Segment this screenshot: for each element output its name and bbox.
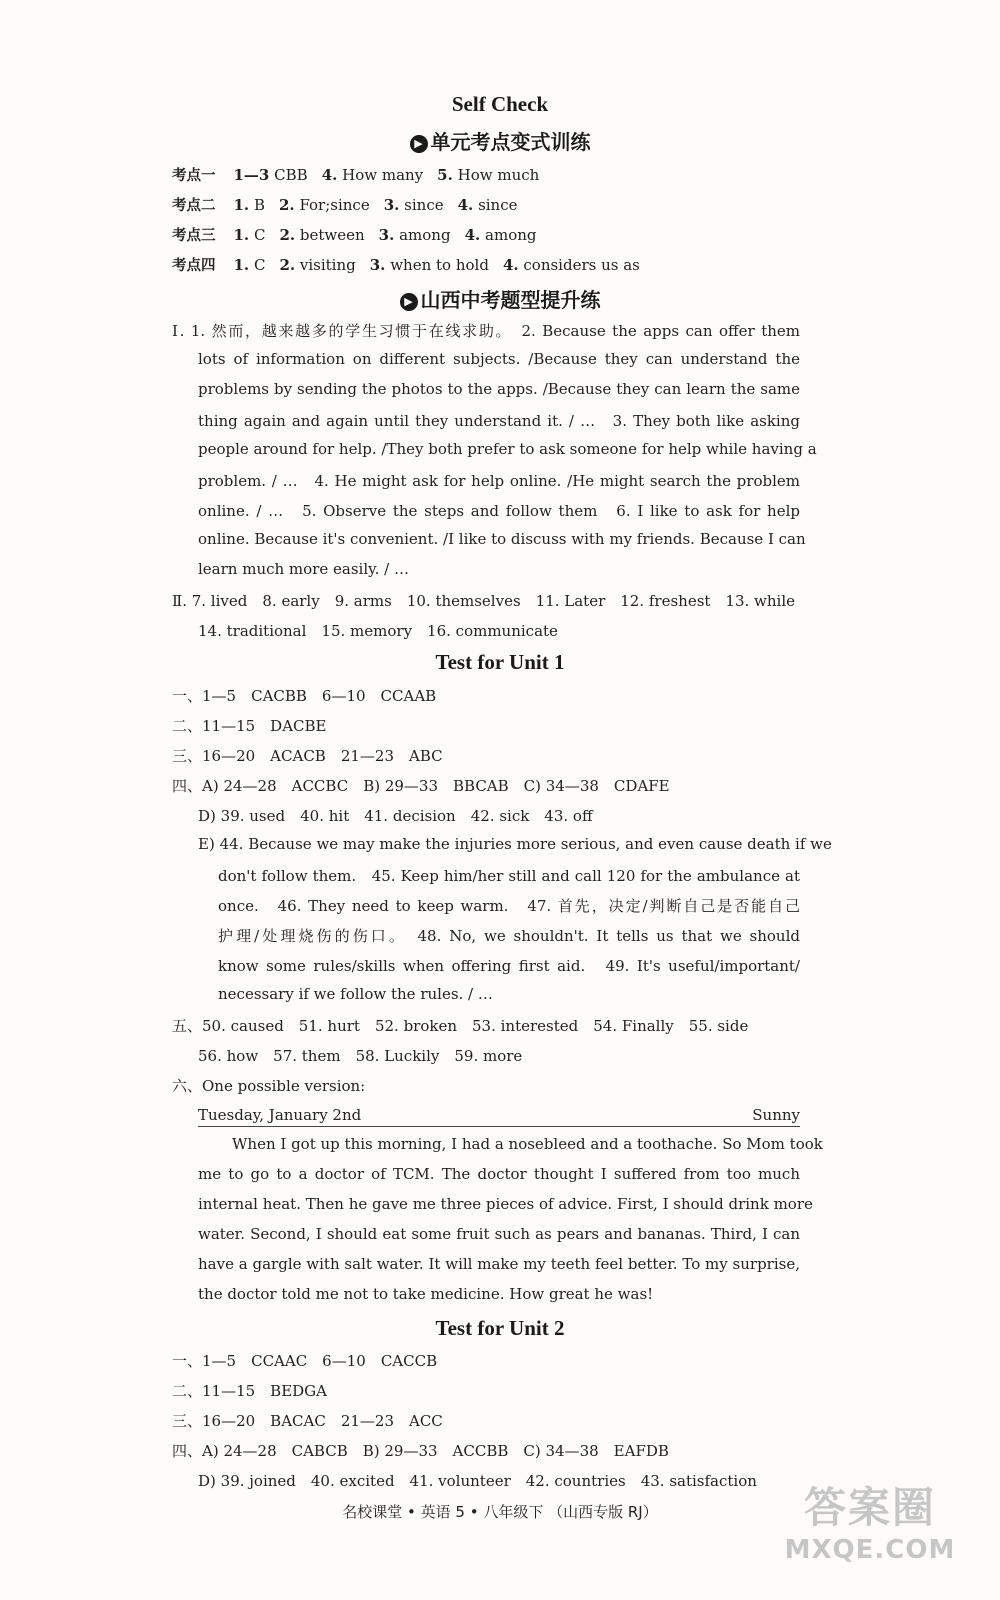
answer-item [234, 166, 308, 184]
part1-line: problem. / … 4. He might ask for help online. /He might search the problem [198, 472, 800, 490]
answer-number: 1. [233, 196, 250, 214]
part1-line: learn much more easily. / … [198, 560, 409, 578]
part2-line: 14. traditional 15. memory 16. communicate [198, 622, 558, 640]
section2-heading [0, 284, 1000, 313]
unit2-line: 四、A) 24—28 CABCB B) 29—33 ACCBB C) 34—38 EAFDB [172, 1442, 669, 1460]
essay-line: me to go to a doctor of TCM. The doctor thought I suffered from too much [198, 1165, 800, 1183]
self-check-title: Self Check [451, 92, 549, 116]
unit1-line: 三、16—20 ACACB 21—23 ABC [172, 747, 443, 765]
answer-number: 2. [279, 256, 296, 274]
essay-line: When I got up this morning, I had a nosebleed and a toothache. So Mom took [232, 1135, 823, 1153]
part1-line: thing again and again until they understand it. / … 3. They both like asking [198, 412, 800, 430]
answer-value: visiting [299, 256, 356, 274]
section2-title: 山西中考题型提升练 [420, 288, 601, 312]
answer-item [279, 256, 355, 274]
answer-value: C [253, 226, 266, 244]
part1-line: lots of information on different subjects. /Because they can understand the [198, 350, 800, 368]
answer-value: among [399, 226, 451, 244]
essay-line: the doctor told me not to take medicine. How great he was! [198, 1285, 654, 1303]
row-label: 考点一 [172, 168, 216, 184]
answer-value: between [299, 226, 365, 244]
answer-item [279, 226, 364, 244]
answer-value: How many [342, 166, 424, 184]
diary-header [198, 1106, 800, 1127]
answer-value: since [478, 196, 518, 214]
essay-line: have a gargle with salt water. It will make my teeth feel better. To my surprise, [198, 1255, 800, 1273]
answer-item [458, 196, 518, 214]
answer-item [437, 166, 539, 184]
unit2-line: 二、11—15 BEDGA [172, 1382, 327, 1400]
self-check-row [172, 164, 553, 185]
answer-value: when to hold [390, 256, 489, 274]
answer-value: C [253, 256, 266, 274]
answer-number: 3. [378, 226, 395, 244]
answer-value: For;since [299, 196, 370, 214]
answer-value: B [253, 196, 265, 214]
play-arrow-icon: ▶ [410, 135, 428, 153]
essay-line: water. Second, I should eat some fruit such as pears and bananas. Third, I can [198, 1225, 800, 1243]
answer-number: 4. [321, 166, 338, 184]
answer-item [503, 256, 640, 274]
unit1-e-line: necessary if we follow the rules. / … [218, 985, 493, 1003]
answer-number: 2. [278, 196, 295, 214]
unit1-title: Test for Unit 1 [435, 650, 565, 674]
answer-number: 5. [437, 166, 453, 184]
self-check-row [172, 224, 551, 245]
watermark-logo [770, 1475, 970, 1585]
page-footer: 名校课堂 • 英语 5 • 八年级下 （山西专版 RJ） [342, 1503, 658, 1521]
answer-item [384, 196, 444, 214]
answer-item [322, 166, 423, 184]
watermark-text: 答案圈 [803, 1483, 936, 1532]
answer-number: 4. [457, 196, 474, 214]
unit1-e-line: E) 44. Because we may make the injuries more serious, and even cause death if we [198, 835, 832, 853]
answer-item [465, 226, 537, 244]
unit2-title: Test for Unit 2 [435, 1316, 565, 1340]
self-check-row [172, 194, 532, 215]
part1-line: people around for help. /They both prefer to ask someone for help while having a [198, 440, 817, 458]
answer-item [370, 256, 489, 274]
row-label: 考点二 [172, 198, 216, 214]
unit1-six-label: 六、One possible version: [172, 1077, 366, 1095]
answer-number: 1. [233, 226, 250, 244]
unit2-line: 三、16—20 BACAC 21—23 ACC [172, 1412, 443, 1430]
play-arrow-icon: ▶ [400, 293, 418, 311]
unit2-line: 一、1—5 CCAAC 6—10 CACCB [172, 1352, 438, 1370]
answer-item [279, 196, 370, 214]
unit1-d-line: D) 39. used 40. hit 41. decision 42. sick 43. off [198, 807, 593, 825]
section1-heading [0, 126, 1000, 155]
row-label: 考点四 [172, 258, 216, 274]
answer-value: since [404, 196, 444, 214]
unit1-e-line: 护理/处理烧伤的伤口。 48. No, we shouldn't. It tells us that we should [218, 927, 800, 945]
answer-number: 4. [502, 256, 519, 274]
section1-title: 单元考点变式训练 [430, 130, 591, 154]
part1-line: online. Because it's convenient. /I like to discuss with my friends. Because I can [198, 530, 806, 548]
answer-item [234, 196, 265, 214]
answer-number: 3. [383, 196, 400, 214]
answer-value: How much [457, 166, 540, 184]
answer-number: 1. [233, 256, 250, 274]
unit1-line: 二、11—15 DACBE [172, 717, 327, 735]
answer-value: among [485, 226, 537, 244]
answer-number: 4. [464, 226, 481, 244]
unit1-line: 四、A) 24—28 ACCBC B) 29—33 BBCAB C) 34—38 CDAFE [172, 777, 670, 795]
essay-line: internal heat. Then he gave me three pieces of advice. First, I should drink more [198, 1195, 813, 1213]
unit2-d-line: D) 39. joined 40. excited 41. volunteer 42. countries 43. satisfaction [198, 1472, 757, 1490]
answer-item [234, 256, 266, 274]
watermark-url: MXQE.COM [784, 1535, 956, 1565]
diary-weather: Sunny [752, 1106, 800, 1124]
answer-number: 3. [369, 256, 386, 274]
part1-line: problems by sending the photos to the apps. /Because they can learn the same [198, 380, 800, 398]
row-label: 考点三 [172, 228, 216, 244]
unit1-e-line: know some rules/skills when offering first aid. 49. It's useful/important/ [218, 957, 800, 975]
unit1-e-line: once. 46. They need to keep warm. 47. 首先，决定/判断自己是否能自己 [218, 897, 800, 915]
answer-item [379, 226, 451, 244]
unit1-five-line: 五、50. caused 51. hurt 52. broken 53. interested 54. Finally 55. side [172, 1017, 749, 1035]
answer-number: 1—3 [233, 166, 270, 184]
part1-line: online. / … 5. Observe the steps and follow them 6. I like to ask for help [198, 502, 800, 520]
answer-item [234, 226, 266, 244]
unit1-e-line: don't follow them. 45. Keep him/her still and call 120 for the ambulance at [218, 867, 800, 885]
self-check-row [172, 254, 654, 275]
answer-value: CBB [274, 166, 308, 184]
answer-number: 2. [279, 226, 296, 244]
diary-date: Tuesday, January 2nd [198, 1106, 362, 1124]
answer-value: considers us as [523, 256, 640, 274]
unit1-line: 一、1—5 CACBB 6—10 CCAAB [172, 687, 437, 705]
unit1-five-line: 56. how 57. them 58. Luckily 59. more [198, 1047, 523, 1065]
part2-line: Ⅱ. 7. lived 8. early 9. arms 10. themselves 11. Later 12. freshest 13. while [172, 592, 796, 610]
part1-line: Ⅰ. 1. 然而，越来越多的学生习惯于在线求助。 2. Because the apps can offer them [172, 322, 800, 340]
